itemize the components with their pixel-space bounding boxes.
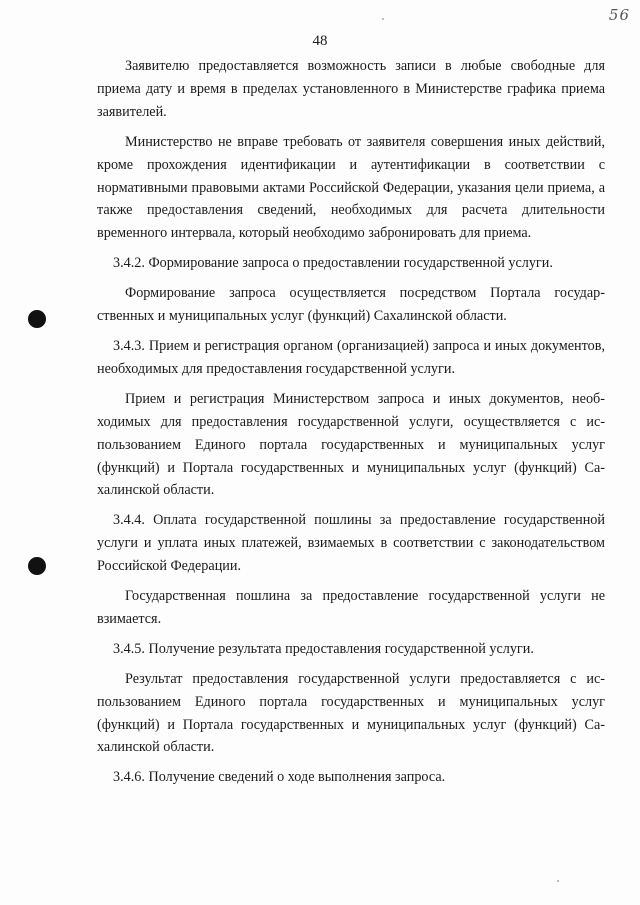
paragraph: Министерство не вправе требовать от заявителя совершения иных действий, кроме прохождения идентификации и аутентификации в соответствии с нормативными правовыми актами Российской Федерации, указания цели приема, а также предоставления сведений, необходимых для расчета длительности временного интервала, который необходимо забронировать для приема.: [97, 133, 605, 242]
handwritten-page-mark: 56: [608, 6, 630, 24]
paragraph: Прием и регистрация Министерством запроса и иных документов, необходимых для предоставления государственной услуги, осуществляется с использованием Единого портала государственных и муниципальных услуг (функций) и Портала государственных и муниципальных услуг (функций) Сахалинской области.: [97, 390, 605, 499]
document-body: [97, 55, 605, 796]
section-heading: 3.4.2. Формирование запроса о предоставлении государственной услуги.: [113, 255, 553, 272]
paragraph: Заявителю предоставляется возможность записи в любые свободные для приема дату и время в пределах установленного в Министерстве графика приема заявителей.: [97, 58, 605, 120]
section-heading: 3.4.5. Получение результата предоставления государственной услуги.: [113, 640, 534, 657]
section-heading: 3.4.4. Оплата государственной пошлины за предоставление государственной услуги и уплата иных платежей, взимаемых в соответствии с законодательством Российской Федерации.: [97, 512, 605, 575]
binder-hole-bottom: [28, 557, 46, 575]
scan-speck: [557, 880, 559, 882]
paragraph: Формирование запроса осуществляется посредством Портала государственных и муниципальных услуг (функций) Сахалинской области.: [97, 285, 605, 325]
paragraph: Государственная пошлина за предоставление государственной услуги не взимается.: [97, 588, 605, 627]
section-heading: 3.4.3. Прием и регистрация органом (организацией) запроса и иных документов, необходимых для предоставления государственной услуги.: [97, 337, 605, 377]
binder-hole-top: [28, 310, 46, 328]
paragraph: Результат предоставления государственной услуги предоставляется с использованием Единого портала государственных и муниципальных услуг (функций) и Портала государственных и муниципальных услуг (функций) Сахалинской области.: [97, 670, 605, 756]
scan-speck: [382, 18, 384, 20]
section-heading: 3.4.6. Получение сведений о ходе выполнения запроса.: [113, 769, 446, 786]
page-number: 48: [312, 33, 328, 49]
